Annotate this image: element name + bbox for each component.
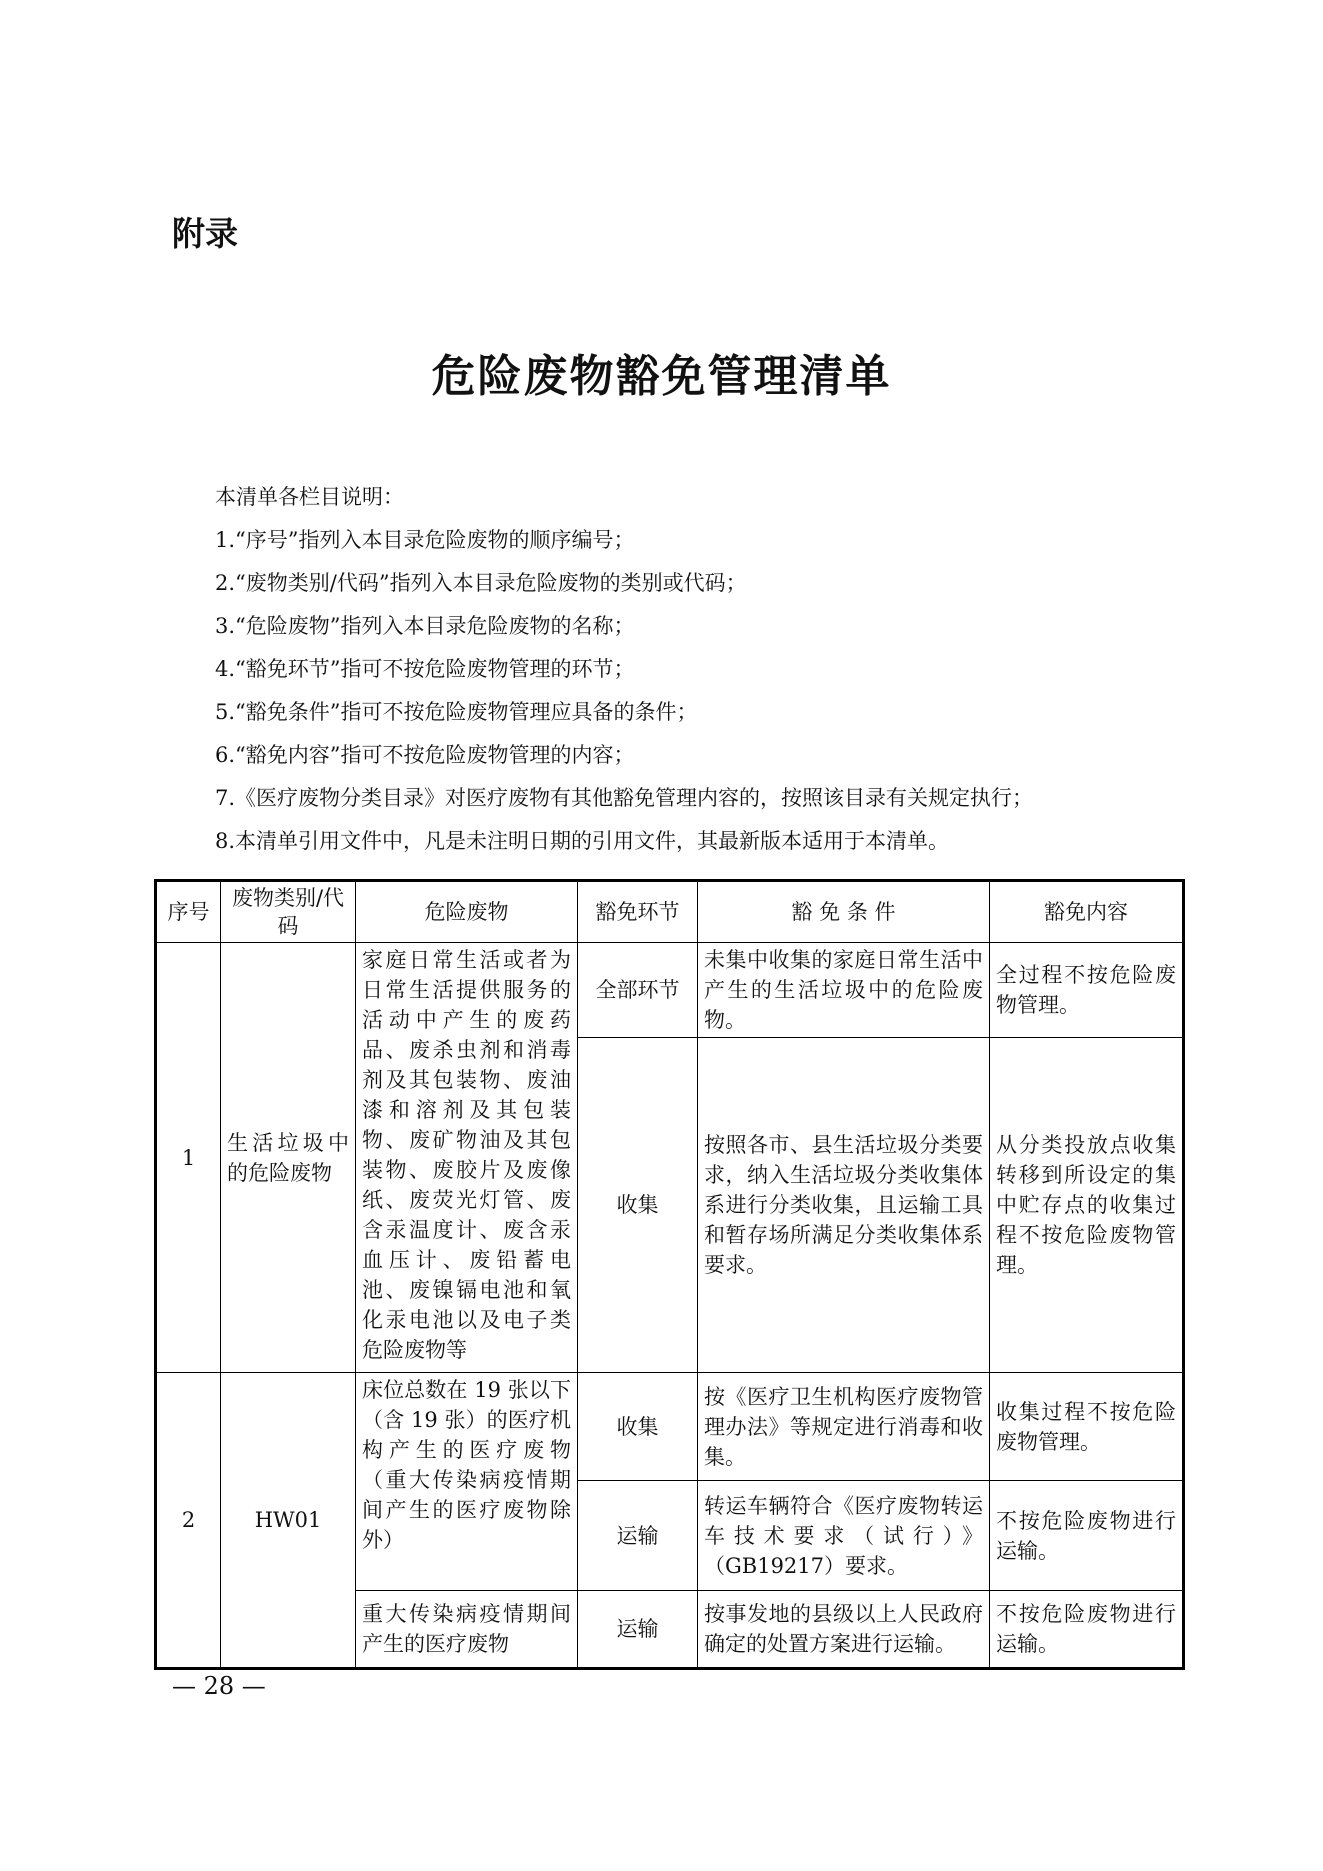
- row1-stage-all: 全部环节: [578, 943, 698, 1038]
- row2-category: HW01: [221, 1373, 356, 1669]
- note-item: 4.“豁免环节”指可不按危险废物管理的环节；: [215, 657, 635, 681]
- row1-no: 1: [156, 943, 221, 1373]
- note-item: 3.“危险废物”指列入本目录危险废物的名称；: [215, 614, 635, 638]
- note-intro: 本清单各栏目说明：: [215, 485, 404, 509]
- header-stage: 豁免环节: [578, 881, 698, 943]
- row2-condition-3: 按事发地的县级以上人民政府确定的处置方案进行运输。: [698, 1591, 990, 1669]
- header-no: 序号: [156, 881, 221, 943]
- row2-stage-transport: 运输: [578, 1481, 698, 1591]
- row2-condition-1: 按《医疗卫生机构医疗废物管理办法》等规定进行消毒和收集。: [698, 1373, 990, 1481]
- row1-condition-2: 按照各市、县生活垃圾分类要求，纳入生活垃圾分类收集体系进行分类收集，且运输工具和暂存场所满足分类收集体系要求。: [698, 1038, 990, 1373]
- row1-waste: 家庭日常生活或者为日常生活提供服务的活动中产生的废药品、废杀虫剂和消毒剂及其包装物、废油漆和溶剂及其包装物、废矿物油及其包装物、废胶片及废像纸、废荧光灯管、废含汞温度计、废含汞血压计、废铅蓄电池、废镍镉电池和氧化汞电池以及电子类危险废物等: [356, 943, 578, 1373]
- row2-content-1: 收集过程不按危险废物管理。: [990, 1373, 1184, 1481]
- row2-stage-collect: 收集: [578, 1373, 698, 1481]
- note-item: 2.“废物类别/代码”指列入本目录危险废物的类别或代码；: [215, 571, 747, 595]
- note-item: 1.“序号”指列入本目录危险废物的顺序编号；: [215, 528, 635, 552]
- row2-no: 2: [156, 1373, 221, 1669]
- table-row: [156, 1373, 1184, 1481]
- header-category: 废物类别/代码: [221, 881, 356, 943]
- row2-condition-2: 转运车辆符合《医疗废物转运车技术要求（试行）》（GB19217）要求。: [698, 1481, 990, 1591]
- row2-stage-transport-2: 运输: [578, 1591, 698, 1669]
- note-item: 6.“豁免内容”指可不按危险废物管理的内容；: [215, 743, 635, 767]
- table-row: [156, 943, 1184, 1038]
- row1-content-2: 从分类投放点收集转移到所设定的集中贮存点的收集过程不按危险废物管理。: [990, 1038, 1184, 1373]
- row1-content-1: 全过程不按危险废物管理。: [990, 943, 1184, 1038]
- row1-condition-1: 未集中收集的家庭日常生活中产生的生活垃圾中的危险废物。: [698, 943, 990, 1038]
- note-item: 8.本清单引用文件中，凡是未注明日期的引用文件，其最新版本适用于本清单。: [215, 829, 950, 853]
- header-content: 豁免内容: [990, 881, 1184, 943]
- column-notes: [215, 476, 1195, 863]
- page-number: — 28 —: [172, 1672, 266, 1700]
- row1-category: 生活垃圾中的危险废物: [221, 943, 356, 1373]
- header-waste: 危险废物: [356, 881, 578, 943]
- row2-content-2: 不按危险废物进行运输。: [990, 1481, 1184, 1591]
- row2-waste-a: 床位总数在 19 张以下（含 19 张）的医疗机构产生的医疗废物（重大传染病疫情期间产生的医疗废物除外）: [356, 1373, 578, 1591]
- header-condition: 豁 免 条 件: [698, 881, 990, 943]
- row2-waste-b: 重大传染病疫情期间产生的医疗废物: [356, 1591, 578, 1669]
- note-item: 5.“豁免条件”指可不按危险废物管理应具备的条件；: [215, 700, 698, 724]
- row2-content-3: 不按危险废物进行运输。: [990, 1591, 1184, 1669]
- row1-stage-collect: 收集: [578, 1038, 698, 1373]
- table-header-row: [156, 881, 1184, 943]
- document-title: 危险废物豁免管理清单: [431, 351, 892, 402]
- note-item: 7.《医疗废物分类目录》对医疗废物有其他豁免管理内容的，按照该目录有关规定执行；: [215, 786, 1034, 810]
- appendix-label: 附录: [172, 214, 238, 253]
- exemption-table: [154, 879, 1185, 1670]
